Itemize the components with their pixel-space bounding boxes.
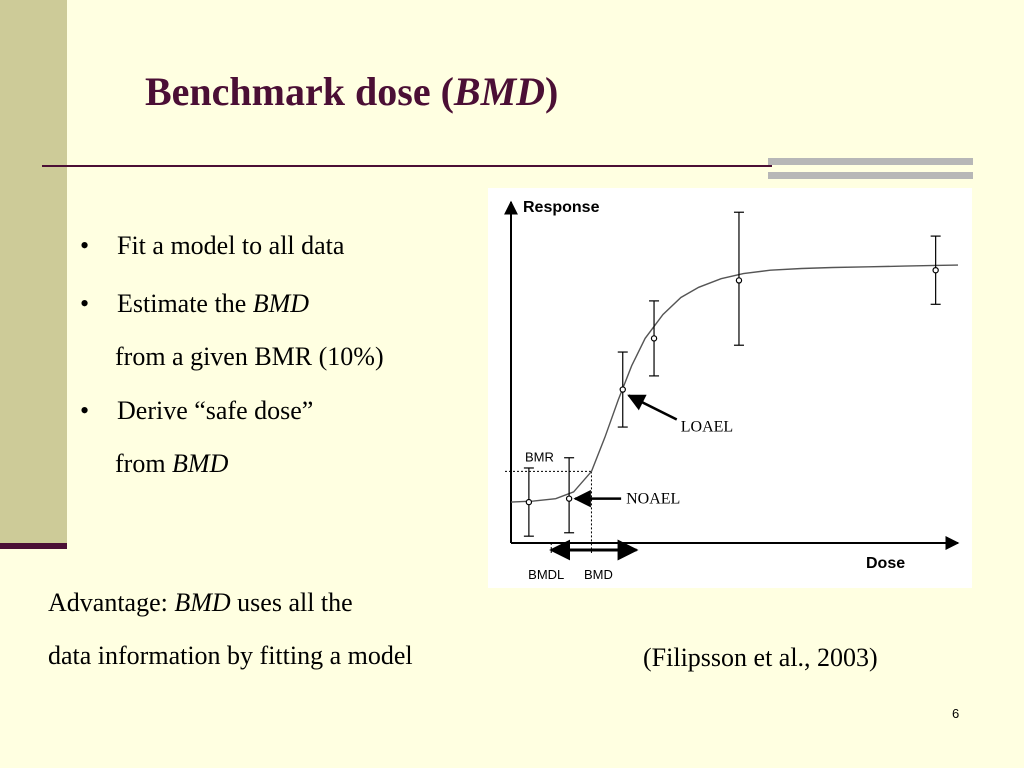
bullet-marker: • — [80, 396, 90, 425]
advantage-suffix: uses all the — [230, 588, 353, 617]
continuation-italic: BMD — [172, 449, 229, 478]
rule-accent-top — [768, 158, 973, 165]
data-point — [933, 268, 938, 273]
data-point — [736, 278, 741, 283]
y-axis-label: Response — [523, 199, 600, 216]
loael-label: LOAEL — [680, 418, 734, 436]
advantage-prefix: Advantage: — [48, 588, 175, 617]
dose-response-chart — [488, 188, 972, 588]
data-points — [524, 212, 941, 536]
advantage-line-2: data information by fitting a model — [48, 641, 413, 670]
data-point — [567, 496, 572, 501]
bullet-text: Estimate the — [117, 289, 253, 318]
bullet-marker: • — [80, 289, 90, 318]
title-close: ) — [545, 69, 559, 114]
title-rule — [42, 165, 772, 167]
advantage-line-1 — [48, 588, 353, 618]
continuation-text: from a given BMR (10%) — [115, 342, 384, 371]
continuation-text: from — [115, 449, 173, 478]
sidebar-band — [0, 0, 67, 548]
continuation-from-bmd — [115, 449, 228, 479]
bullet-text: Fit a model to all data — [117, 231, 345, 260]
bmr-label: BMR — [525, 449, 554, 465]
slide-title — [145, 68, 558, 115]
data-point — [620, 387, 625, 392]
bullet-italic: BMD — [252, 289, 310, 318]
dose-response-figure — [488, 188, 972, 588]
title-main: Benchmark dose ( — [145, 69, 454, 114]
x-axis-label: Dose — [866, 555, 906, 572]
citation: (Filipsson et al., 2003) — [643, 643, 878, 672]
title-italic: BMD — [453, 69, 546, 114]
advantage-italic: BMD — [174, 588, 231, 617]
continuation-bmr — [115, 342, 384, 372]
data-point — [526, 499, 531, 504]
rule-accent-bottom — [768, 172, 973, 179]
model-curve — [511, 265, 958, 502]
data-point — [651, 336, 656, 341]
loael-arrow — [629, 396, 677, 420]
sidebar-foot-bar — [0, 543, 67, 549]
bullet-text: Derive “safe dose” — [117, 396, 314, 425]
bmd-label: BMD — [584, 567, 613, 582]
bullet-marker: • — [80, 231, 90, 260]
slide-number: 6 — [952, 706, 960, 721]
bmdl-label: BMDL — [528, 567, 565, 582]
noael-label: NOAEL — [626, 490, 681, 508]
